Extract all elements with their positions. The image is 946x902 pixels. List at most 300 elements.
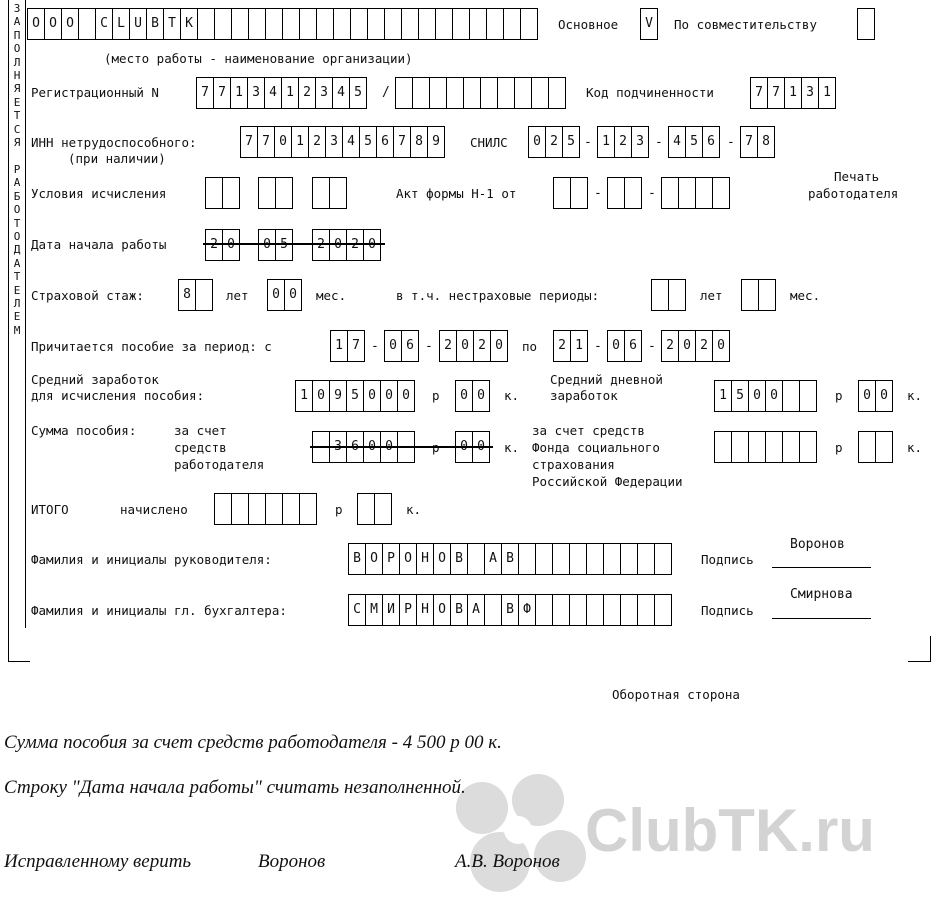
form-cell: 0 <box>456 380 473 412</box>
form-cell: 3 <box>316 77 333 109</box>
form-cell <box>783 431 800 463</box>
frame-right-corner <box>930 636 931 662</box>
benefit-fss-label-2: Фонда социального <box>532 440 660 455</box>
form-cell: 2 <box>546 126 563 158</box>
side-label-letter: Я <box>13 82 21 96</box>
form-cell <box>800 431 817 463</box>
form-cell <box>468 543 485 575</box>
form-cell: L <box>113 8 130 40</box>
form-cell <box>259 229 276 261</box>
form-cell <box>481 77 498 109</box>
form-cell: 0 <box>876 380 893 412</box>
period-from-year[interactable] <box>439 330 508 362</box>
form-cell <box>536 594 553 626</box>
form-cell: 3 <box>326 126 343 158</box>
side-label-letter: Л <box>13 55 21 69</box>
form-cell <box>876 431 893 463</box>
form-cell <box>330 177 347 209</box>
benefit-fss-rub-unit: р <box>835 440 843 455</box>
form-cell <box>402 8 419 40</box>
form-cell: 4 <box>343 126 360 158</box>
form-cell <box>549 77 566 109</box>
form-cell: 7 <box>197 77 214 109</box>
form-cell: А <box>468 594 485 626</box>
form-cell <box>470 8 487 40</box>
form-cell: 0 <box>381 380 398 412</box>
form-cell: 0 <box>713 330 730 362</box>
form-cell: 0 <box>275 126 292 158</box>
form-cell: 4 <box>265 77 282 109</box>
form-cell: 0 <box>679 330 696 362</box>
benefit-fss-kop-unit: к. <box>907 440 923 455</box>
benefit-employer-kop-unit: к. <box>504 440 520 455</box>
side-label-letter: Е <box>13 310 21 324</box>
form-cell <box>800 380 817 412</box>
form-cell <box>215 493 232 525</box>
start-date-day-cells[interactable] <box>205 229 240 261</box>
form-cell: 2 <box>554 330 571 362</box>
period-from-month[interactable] <box>384 330 419 362</box>
experience-years-unit: лет <box>226 288 249 303</box>
form-cell: 0 <box>285 279 302 311</box>
form-cell: 1 <box>785 77 802 109</box>
note-start-date-void: Строку "Дата начала работы" считать незаполненной. <box>4 777 466 798</box>
conditions-cells-2[interactable] <box>258 177 293 209</box>
avg-earnings-rub-unit: р <box>432 388 440 403</box>
frame-bottom-right-corner <box>908 661 931 662</box>
form-cell: 0 <box>749 380 766 412</box>
form-cell <box>766 431 783 463</box>
stamp-label-1: Печать <box>834 169 880 184</box>
side-label-letter: Т <box>13 216 21 230</box>
form-cell <box>487 8 504 40</box>
benefit-fss-label-4: Российской Федерации <box>532 474 683 489</box>
daily-earnings-kop-cells[interactable] <box>858 380 893 412</box>
form-cell <box>396 77 413 109</box>
daily-earnings-label-1: Средний дневной <box>550 372 663 387</box>
form-cell <box>655 543 672 575</box>
form-cell: 0 <box>364 380 381 412</box>
side-label-letter: Р <box>13 162 21 176</box>
form-cell: U <box>130 8 147 40</box>
form-cell <box>358 493 375 525</box>
benefit-fss-kop-cells[interactable] <box>858 431 893 463</box>
avg-earnings-kop-cells[interactable] <box>455 380 490 412</box>
period-to-dash-2: - <box>648 339 656 354</box>
form-cell: О <box>366 543 383 575</box>
form-cell <box>498 77 515 109</box>
form-cell <box>715 431 732 463</box>
form-cell <box>249 8 266 40</box>
form-cell <box>206 177 223 209</box>
daily-earnings-rub-cells[interactable] <box>714 380 817 412</box>
side-label-letter: Я <box>13 136 21 150</box>
form-cell: 0 <box>766 380 783 412</box>
start-date-strikethrough <box>203 243 385 245</box>
form-cell <box>652 279 669 311</box>
side-label-letter: Т <box>13 270 21 284</box>
snils-dash-1: - <box>584 135 592 150</box>
total-rub-cells[interactable] <box>214 493 317 525</box>
form-cell: С <box>349 594 366 626</box>
form-cell: 0 <box>313 380 330 412</box>
form-cell: Р <box>400 594 417 626</box>
noninsurance-months-unit: мес. <box>790 288 821 303</box>
form-cell: 5 <box>347 380 364 412</box>
form-cell: В <box>502 594 519 626</box>
form-cell: Р <box>383 543 400 575</box>
period-to-day[interactable] <box>553 330 588 362</box>
start-date-month-cells[interactable] <box>258 229 293 261</box>
benefit-employer-label-1: за счет <box>174 423 227 438</box>
form-cell <box>447 77 464 109</box>
form-cell: 7 <box>348 330 365 362</box>
avg-earnings-kop-unit: к. <box>504 388 520 403</box>
side-label-letter: О <box>13 229 21 243</box>
inn-cells[interactable] <box>240 126 445 158</box>
form-cell: 0 <box>457 330 474 362</box>
form-cell: 1 <box>292 126 309 158</box>
form-cell <box>249 493 266 525</box>
period-from-dash-1: - <box>371 339 379 354</box>
form-cell <box>464 77 481 109</box>
side-label-letter: А <box>13 176 21 190</box>
act-label: Акт формы Н-1 от <box>396 186 517 201</box>
form-cell: В <box>451 543 468 575</box>
form-cell: 0 <box>608 330 625 362</box>
start-date-dash-1 <box>246 238 254 252</box>
form-cell <box>266 8 283 40</box>
head-name-cells[interactable] <box>348 543 672 575</box>
registration-slash: / <box>382 85 390 100</box>
form-cell: 0 <box>385 330 402 362</box>
benefit-employer-label-2: средств <box>174 440 227 455</box>
form-cell <box>732 431 749 463</box>
form-cell <box>453 8 470 40</box>
form-cell <box>570 594 587 626</box>
benefit-employer-rub-unit <box>432 441 440 455</box>
form-cell <box>430 77 447 109</box>
form-cell: Н <box>417 594 434 626</box>
experience-months-unit: мес. <box>316 288 347 303</box>
experience-label: Страховой стаж: <box>31 288 144 303</box>
form-cell: 8 <box>411 126 428 158</box>
form-cell <box>587 594 604 626</box>
form-cell <box>79 8 96 40</box>
conditions-cells-1[interactable] <box>205 177 240 209</box>
side-label-letter <box>11 149 23 162</box>
form-cell: 8 <box>179 279 196 311</box>
form-cell <box>554 177 571 209</box>
form-cell <box>206 229 223 261</box>
form-cell: 3 <box>632 126 649 158</box>
avg-earnings-label-1: Средний заработок <box>31 372 159 387</box>
subordination-cells[interactable] <box>750 77 836 109</box>
start-date-label: Дата начала работы <box>31 237 167 252</box>
form-cell <box>232 493 249 525</box>
form-cell: 1 <box>331 330 348 362</box>
form-cell: А <box>485 543 502 575</box>
form-cell: Ф <box>519 594 536 626</box>
form-cell <box>504 8 521 40</box>
benefit-employer-label-3: работодателя <box>174 457 265 472</box>
period-from-dash-2: - <box>425 339 433 354</box>
side-label-letter: А <box>13 256 21 270</box>
period-to-label: по <box>522 339 538 354</box>
benefit-fss-rub-cells[interactable] <box>714 431 817 463</box>
act-day-cells[interactable] <box>553 177 588 209</box>
form-cell <box>313 177 330 209</box>
benefit-fss-label-3: страхования <box>532 457 615 472</box>
secondary-job-checkbox[interactable] <box>857 8 875 40</box>
form-cell <box>300 8 317 40</box>
side-label-letter: А <box>13 15 21 29</box>
form-cell: 2 <box>615 126 632 158</box>
form-cell: 0 <box>529 126 546 158</box>
form-cell <box>604 594 621 626</box>
form-cell: 4 <box>333 77 350 109</box>
period-label: Причитается пособие за период: с <box>31 339 272 354</box>
snils-group-1[interactable] <box>528 126 580 158</box>
form-cell: 3 <box>248 77 265 109</box>
side-label-letter: О <box>13 203 21 217</box>
period-to-dash-1: - <box>594 339 602 354</box>
form-cell: О <box>434 594 451 626</box>
registration-cells[interactable] <box>196 77 367 109</box>
form-cell: О <box>62 8 79 40</box>
correction-name: А.В. Воронов <box>455 851 560 872</box>
noninsurance-months-cells[interactable] <box>741 279 776 311</box>
form-cell: 1 <box>571 330 588 362</box>
accountant-sign-label: Подпись <box>701 603 754 618</box>
form-cell: О <box>434 543 451 575</box>
form-cell: 3 <box>802 77 819 109</box>
head-label: Фамилия и инициалы руководителя: <box>31 552 272 567</box>
form-cell <box>223 177 240 209</box>
form-cell: 2 <box>309 126 326 158</box>
form-cell <box>621 543 638 575</box>
form-cell <box>259 177 276 209</box>
form-cell <box>859 431 876 463</box>
experience-years-cells[interactable] <box>178 279 213 311</box>
form-cell <box>351 8 368 40</box>
form-cell: 5 <box>732 380 749 412</box>
form-cell <box>223 229 240 261</box>
form-cell: 7 <box>741 126 758 158</box>
form-cell <box>662 177 679 209</box>
side-label-letter: Н <box>13 69 21 83</box>
main-job-checkbox[interactable] <box>640 8 658 40</box>
form-cell: 1 <box>282 77 299 109</box>
side-label-letter: О <box>13 42 21 56</box>
noninsurance-label: в т.ч. нестраховые периоды: <box>396 288 600 303</box>
avg-earnings-label-2: для исчисления пособия: <box>31 388 205 403</box>
snils-group-2[interactable] <box>597 126 649 158</box>
form-cell: 0 <box>473 380 490 412</box>
form-cell: 7 <box>751 77 768 109</box>
form-cell <box>485 594 502 626</box>
form-cell: 1 <box>231 77 248 109</box>
form-cell: 5 <box>350 77 367 109</box>
form-cell <box>198 8 215 40</box>
form-cell <box>638 594 655 626</box>
form-cell <box>521 8 538 40</box>
frame-left-line <box>8 0 9 662</box>
stamp-label-2: работодателя <box>808 186 899 201</box>
head-signature: Воронов <box>790 537 845 552</box>
snils-group-3[interactable] <box>668 126 720 158</box>
form-cell: 4 <box>669 126 686 158</box>
accountant-name-cells[interactable] <box>348 594 672 626</box>
start-date-dash-2 <box>299 238 307 252</box>
daily-earnings-kop-unit: к. <box>907 388 923 403</box>
period-to-month[interactable] <box>607 330 642 362</box>
side-label-letter: Т <box>13 109 21 123</box>
period-to-year[interactable] <box>661 330 730 362</box>
workplace-cells[interactable] <box>27 8 538 40</box>
form-cell <box>783 380 800 412</box>
form-cell <box>215 8 232 40</box>
benefit-fss-label-1: за счет средств <box>532 423 645 438</box>
form-cell: 6 <box>625 330 642 362</box>
workplace-caption: (место работы - наименование организации) <box>104 51 413 66</box>
form-cell <box>759 279 776 311</box>
act-dash-2: - <box>648 186 656 201</box>
form-cell <box>532 77 549 109</box>
form-cell: 9 <box>330 380 347 412</box>
form-cell: В <box>502 543 519 575</box>
total-rub-unit: р <box>335 502 343 517</box>
form-cell <box>571 177 588 209</box>
form-cell <box>436 8 453 40</box>
form-cell: T <box>164 8 181 40</box>
side-label-letter: С <box>13 122 21 136</box>
secondary-job-mark <box>858 8 875 40</box>
form-cell: В <box>349 543 366 575</box>
side-label-letter: Е <box>13 95 21 109</box>
benefit-employer-strikethrough <box>310 446 493 448</box>
act-year-cells[interactable] <box>661 177 730 209</box>
form-cell <box>276 229 293 261</box>
registration-label: Регистрационный N <box>31 85 159 100</box>
form-cell <box>638 543 655 575</box>
snils-label: СНИЛС <box>470 135 508 150</box>
form-cell <box>317 8 334 40</box>
experience-months-cells[interactable] <box>267 279 302 311</box>
form-cell: О <box>45 8 62 40</box>
side-label-letter: М <box>13 323 21 337</box>
noninsurance-years-cells[interactable] <box>651 279 686 311</box>
form-cell <box>300 493 317 525</box>
form-cell <box>696 177 713 209</box>
form-cell <box>749 431 766 463</box>
form-cell: 6 <box>377 126 394 158</box>
main-job-label: Основное <box>558 17 619 32</box>
period-from-day[interactable] <box>330 330 365 362</box>
side-label-letter: Е <box>13 283 21 297</box>
form-cell: 6 <box>703 126 720 158</box>
form-cell: 7 <box>258 126 275 158</box>
act-month-cells[interactable] <box>607 177 642 209</box>
form-cell <box>330 229 347 261</box>
form-cell <box>669 279 686 311</box>
form-cell <box>553 543 570 575</box>
form-cell <box>413 77 430 109</box>
form-cell <box>334 8 351 40</box>
side-label-letter: Б <box>13 189 21 203</box>
form-cell <box>655 594 672 626</box>
secondary-job-label: По совместительству <box>674 17 817 32</box>
main-job-mark: V <box>641 8 658 40</box>
accountant-sign-line <box>772 618 871 619</box>
total-kop-unit: к. <box>406 502 422 517</box>
form-cell <box>276 177 293 209</box>
side-label-letter: З <box>13 2 21 15</box>
snils-dash-3: - <box>727 135 735 150</box>
form-cell: Н <box>417 543 434 575</box>
form-cell: 2 <box>696 330 713 362</box>
act-dash-1: - <box>594 186 602 201</box>
total-label: ИТОГО <box>31 502 69 517</box>
avg-earnings-rub-cells[interactable] <box>295 380 415 412</box>
form-cell <box>679 177 696 209</box>
correction-signature: Воронов <box>258 851 326 872</box>
side-label-letter: Л <box>13 296 21 310</box>
form-cell: 9 <box>428 126 445 158</box>
frame-inner-line <box>25 0 26 628</box>
form-cell: 7 <box>241 126 258 158</box>
side-label <box>11 2 23 337</box>
start-date-year-cells[interactable] <box>312 229 381 261</box>
watermark-text: ClubTK.ru <box>585 797 875 864</box>
form-cell: 1 <box>715 380 732 412</box>
form-cell: 0 <box>398 380 415 412</box>
snils-group-4[interactable] <box>740 126 775 158</box>
form-cell <box>364 229 381 261</box>
form-cell: 7 <box>768 77 785 109</box>
form-cell <box>283 493 300 525</box>
inn-label: ИНН нетрудоспособного: <box>31 135 197 150</box>
subordination-label: Код подчиненности <box>586 85 714 100</box>
form-cell <box>536 543 553 575</box>
form-cell <box>713 177 730 209</box>
form-cell: C <box>96 8 113 40</box>
correction-text: Исправленному верить <box>4 851 192 872</box>
form-cell: И <box>383 594 400 626</box>
form-cell: B <box>147 8 164 40</box>
form-cell: 1 <box>598 126 615 158</box>
frame-bottom-left-corner <box>8 661 30 662</box>
form-cell: 7 <box>214 77 231 109</box>
conditions-cells-3[interactable] <box>312 177 347 209</box>
form-cell <box>232 8 249 40</box>
form-cell: 2 <box>474 330 491 362</box>
form-cell <box>347 229 364 261</box>
form-cell: 1 <box>819 77 836 109</box>
form-cell: K <box>181 8 198 40</box>
form-cell: 2 <box>440 330 457 362</box>
side-label-letter: П <box>13 28 21 42</box>
snils-dash-2: - <box>655 135 663 150</box>
registration-ext-cells[interactable] <box>395 77 566 109</box>
total-kop-cells[interactable] <box>357 493 392 525</box>
form-cell: М <box>366 594 383 626</box>
inn-label-note: (при наличии) <box>68 151 166 166</box>
total-accrued-label: начислено <box>120 502 188 517</box>
daily-earnings-label-2: заработок <box>550 388 618 403</box>
form-cell <box>621 594 638 626</box>
form-cell: 0 <box>491 330 508 362</box>
